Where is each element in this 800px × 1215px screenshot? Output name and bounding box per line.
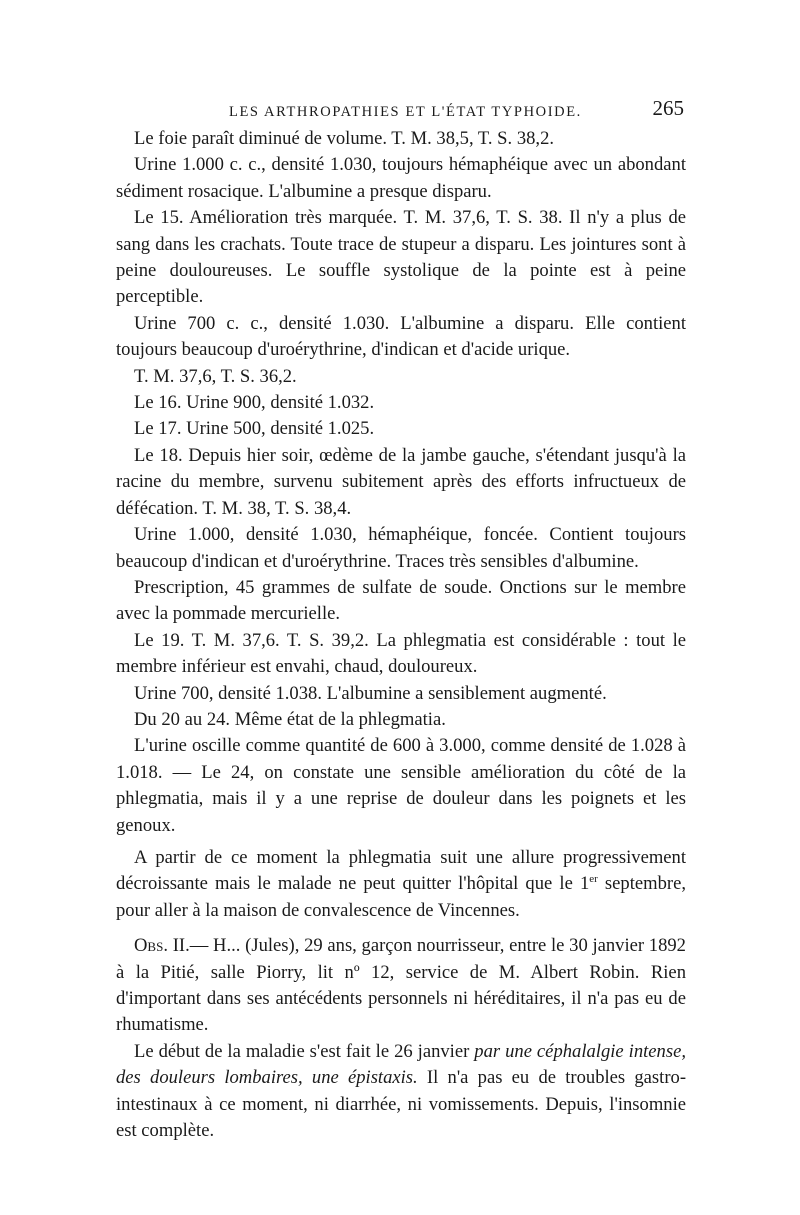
text-run: — H... (Jules), 29 ans, garçon nourrisseur, entre le 30 janvier 1892 à la Pitié, salle Piorry, lit nº 12, service de M. Albert Robin. Rien d'important dans ses antécédents personnels ni héréditaires, il n'a pas eu de rhumatisme. [116,935,686,1036]
paragraph: Urine 700, densité 1.038. L'albumine a sensiblement augmenté. [134,682,607,704]
paragraph: Le 19. T. M. 37,6. T. S. 39,2. La phlegmatia est considérable : tout le membre inférieur est envahi, chaud, douloureux. [116,629,686,678]
observation-label: Obs. II. [134,935,190,957]
paragraph: L'urine oscille comme quantité de 600 à 3.000, comme densité de 1.028 à 1.018. — Le 24, on constate une sensible amélioration du côté de la phlegmatia, mais il y a une reprise de douleur dans les poignets et les genoux. [116,735,686,836]
paragraph: Urine 1.000, densité 1.030, hémaphéique, foncée. Contient toujours beaucoup d'indican et d'uroérythrine. Traces très sensibles d'albumine. [116,524,686,572]
paragraph: Prescription, 45 grammes de sulfate de soude. Onctions sur le membre avec la pommade mercurielle. [116,576,686,625]
text-run: septembre, pour aller à la maison de convalescence de Vincennes. [116,873,686,921]
superscript: er [589,873,598,886]
paragraph: Urine 1.000 c. c., densité 1.030, toujours hémaphéique avec un abondant sédiment rosacique. L'albumine a presque disparu. [116,154,686,202]
paragraph [116,1039,686,1145]
observation-paragraph [116,933,686,1039]
italic-text: par une céphalalgie intense, des douleurs lombaires, une épistaxis. [116,1040,686,1089]
paragraph: Le foie paraît diminué de volume. T. M. 38,5, T. S. 38,2. [134,128,555,149]
paragraph: Du 20 au 24. Même état de la phlegmatia. [134,708,446,730]
paragraph [116,845,686,924]
page-header [116,96,686,126]
paragraph: Le 15. Amélioration très marquée. T. M. 37,6, T. S. 38. Il n'y a plus de sang dans les crachats. Toute trace de stupeur a disparu. Les jointures sont à peine douloureuses. Le souffle systolique de la pointe est à peine perceptible. [116,207,686,308]
running-head: LES ARTHROPATHIES ET L'ÉTAT TYPHOIDE. [229,104,582,120]
book-page [116,96,686,1144]
paragraph: Le 16. Urine 900, densité 1.032. [134,392,375,414]
paragraph: T. M. 37,6, T. S. 36,2. [134,365,297,387]
page-number: 265 [652,96,684,120]
paragraph: Le 17. Urine 500, densité 1.025. [134,418,375,440]
paragraph: Le 18. Depuis hier soir, œdème de la jambe gauche, s'étendant jusqu'à la racine du membre, survenu subitement après des efforts infructueux de défécation. T. M. 38, T. S. 38,4. [116,444,686,519]
text-run: Le début de la maladie s'est fait le 26 janvier [134,1040,475,1062]
body-text [116,126,686,1144]
paragraph: Urine 700 c. c., densité 1.030. L'albumine a disparu. Elle contient toujours beaucoup d'uroérythrine, d'indican et d'acide urique. [116,312,686,361]
text-run: Il n'a pas eu de troubles gastro-intestinaux à ce moment, ni diarrhée, ni vomissements. Depuis, l'insomnie est complète. [116,1067,687,1142]
text-run: A partir de ce moment la phlegmatia suit une allure progressivement décroissante mais le malade ne peut quitter l'hôpital que le 1 [116,846,686,895]
